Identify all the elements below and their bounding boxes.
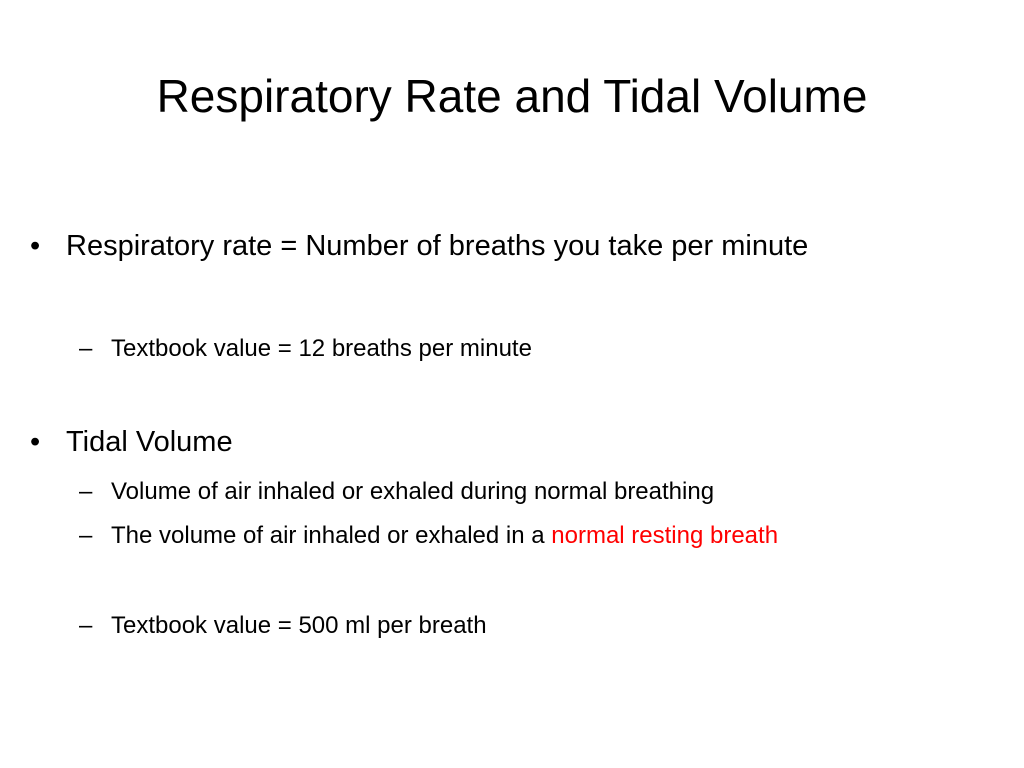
sub-item-text: Volume of air inhaled or exhaled during normal breathing [111,478,715,505]
sub-item-text: Textbook value = 500 ml per breath [111,612,487,639]
dash-marker: – [79,522,93,549]
sub-item-tidal-textbook [79,610,487,642]
dash-marker: – [79,478,93,505]
bullet-marker: • [30,426,41,458]
dash-marker: – [79,612,93,639]
dash-marker: – [79,335,93,362]
sub-item-respiratory-textbook [79,333,532,365]
sub-item-text: The volume of air inhaled or exhaled in a [111,522,552,549]
bullet-item-tidal-volume [30,424,233,460]
sub-item-text: Textbook value = 12 breaths per minute [111,335,532,362]
bullet-text: Respiratory rate = Number of breaths you take per minute [66,230,809,262]
sub-item-volume-definition [79,476,715,508]
sub-item-resting-breath [79,520,779,552]
bullet-item-respiratory-rate [30,228,809,264]
highlighted-phrase: normal resting breath [551,522,779,549]
bullet-marker: • [30,230,41,262]
slide-title: Respiratory Rate and Tidal Volume [156,70,868,122]
bullet-text: Tidal Volume [66,426,233,458]
